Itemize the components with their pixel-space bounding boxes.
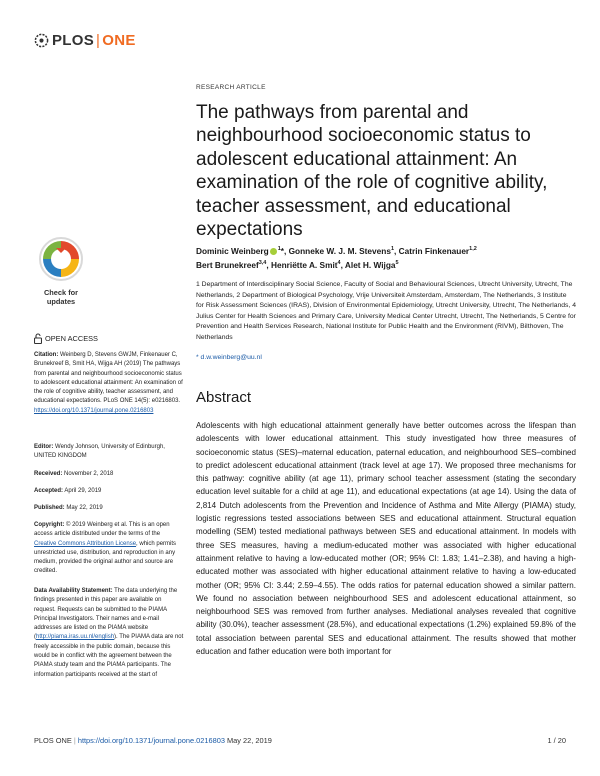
- footer-separator: |: [73, 736, 76, 745]
- footer-journal: PLOS ONE: [34, 736, 72, 745]
- piama-website-link[interactable]: http://piama.iras.uu.nl/english: [36, 634, 115, 641]
- copyright-text-end: , which permits unrestricted use, distribution, and reproduction in any medium, provided the original author and source are credited.: [34, 540, 177, 575]
- citation-text: Weinberg D, Stevens GWJM, Finkenauer C, Brunekreef B, Smit HA, Wijga AH (2019) The pathways from parental and neighbourhood socioeconomic status to adolescent educational attainment: An examination of the role of cognitive ability, teacher assessment, and educational expectations. PLoS ONE 14(5): e0216803.: [34, 352, 183, 405]
- citation-label: Citation:: [34, 352, 59, 358]
- data-availability-block: [34, 587, 184, 680]
- author-line-2: [196, 257, 576, 271]
- author-list: [196, 243, 576, 271]
- corresponding-email[interactable]: * d.w.weinberg@uu.nl: [196, 354, 262, 361]
- author-name: Bert Brunekreef: [196, 259, 259, 270]
- accepted-block: [34, 487, 184, 496]
- published-block: [34, 504, 184, 513]
- journal-name-separator: |: [96, 32, 101, 49]
- footer-date: May 22, 2019: [227, 736, 272, 745]
- published-text: May 22, 2019: [66, 505, 103, 511]
- license-link[interactable]: Creative Commons Attribution License: [34, 540, 137, 547]
- page-footer: [34, 736, 566, 745]
- affiliation-sup: 1: [277, 246, 281, 252]
- received-text: November 2, 2018: [64, 471, 114, 477]
- received-block: [34, 470, 184, 479]
- author-name: , Catrin Finkenauer: [394, 245, 470, 256]
- data-availability-label: Data Availability Statement:: [34, 588, 113, 594]
- editor-text: Wendy Johnson, University of Edinburgh, UNITED KINGDOM: [34, 444, 165, 460]
- check-for-updates-line1: Check for: [43, 288, 79, 297]
- affiliation-sup: 5: [395, 259, 399, 266]
- orcid-icon[interactable]: [270, 248, 277, 255]
- affiliation-sup: 4: [337, 259, 341, 266]
- author-name: , Henriëtte A. Smit: [266, 259, 338, 270]
- copyright-block: [34, 521, 184, 577]
- received-label: Received:: [34, 471, 63, 477]
- affiliations: 1 Department of Interdisciplinary Social Science, Faculty of Social and Behavioural Sciences, Utrecht University, Utrecht, The Netherlands, 2 Department of Biological Psychology, Vrije Universiteit Amsterdam, Amsterdam, The Netherlands, 3 Institute for Risk Assessment Sciences (IRAS), Division of Environmental Epidemiology, Utrecht University, Utrecht, The Netherlands, 4 Julius Center for Health Sciences and Primary Care, University Medical Center Utrecht, Utrecht, The Netherlands, 5 Centre for Prevention and Health Services Research, National Institute for Public Health and the Environment (RIVM), Bilthoven, The Netherlands: [196, 281, 577, 341]
- journal-name-right: ONE: [102, 32, 136, 49]
- check-for-updates-icon: [38, 236, 84, 282]
- citation-doi-link[interactable]: https://doi.org/10.1371/journal.pone.0216803: [34, 407, 154, 414]
- open-lock-icon: [34, 333, 42, 344]
- footer-left: [34, 736, 272, 745]
- citation-block: [34, 351, 184, 416]
- affiliation-sup: 3,4: [258, 259, 267, 266]
- accepted-label: Accepted:: [34, 488, 64, 494]
- data-availability-text: The data underlying the findings presented in this paper are available on request. Requests can be submitted to the PIAMA Principal Investigators. Their names and e-mail addresses are listed on the PIAMA website (: [34, 588, 178, 641]
- plos-logo-icon: [34, 33, 49, 48]
- data-availability-text-end: ). The PIAMA data are not freely accessible in the public domain, because this would be in conflict with the agreement between the PIAMA study team and the PIAMA participants. The information participants received at the start of: [34, 634, 184, 678]
- editor-block: [34, 443, 184, 462]
- abstract-body: Adolescents with high educational attainment generally have better outcomes across the lifespan than adolescents with lower educational attainment. This study investigated how three measures of socioeconomic status (SES)–maternal education, paternal education, and neighbourhood SES–combined to predict adolescent educational attainment (track level at age 17). We proposed three mechanisms for this pathway: cognitive ability (at age 11), primary school teacher assessment (stating the secondary education level suitable for a child at age 11), and educational expectations (at age 14). Using the data of 2,814 Dutch adolescents from the Prevention and Incidence of Asthma and Mite Allergy (PIAMA) study, logistic regressions tested associations between SES and educational attainment. Structural equation modelling (SEM) tested mediational pathways between SES and educational attainment. In models with three SES measures, having a medium-educated mother was associated with higher educational attainment relative to having a low-educated mother (OR; 95% CI: 1.83; 1.41–2.38), and having a high-educated mother was associated with higher educational attainment relative to having a low-educated mother (OR; 95% CI: 3.44; 2.59–4.55). The odds ratios for paternal education showed a similar pattern. We found no association between neighbourhood SES and adolescent educational attainment, so neighbourhood SES was removed from further analyses. Mediational analyses revealed that cognitive ability (30.0%), teacher assessment (28.5%), and educational expectations (1.2%) explained 59.8% of the total association between parental SES and educational attainment. The results showed that mother education and father education were both important for: [196, 421, 576, 657]
- copyright-label: Copyright:: [34, 522, 65, 528]
- abstract-heading: Abstract: [196, 389, 252, 406]
- published-label: Published:: [34, 505, 65, 511]
- author-name[interactable]: Dominic Weinberg: [196, 245, 269, 256]
- article-type: RESEARCH ARTICLE: [196, 84, 266, 91]
- author-line-1: [196, 243, 576, 257]
- check-for-updates-line2: updates: [46, 296, 76, 306]
- affiliation-sup: 1: [390, 246, 395, 252]
- open-access-label: [34, 333, 98, 344]
- page-number: 1 / 20: [547, 736, 566, 745]
- copyright-text: © 2019 Weinberg et al. This is an open access article distributed under the terms of the: [34, 522, 170, 538]
- affiliation-sup: 1,2: [469, 246, 477, 252]
- editor-label: Editor:: [34, 444, 54, 450]
- footer-doi-link[interactable]: https://doi.org/10.1371/journal.pone.0216803: [77, 736, 225, 745]
- accepted-text: April 29, 2019: [64, 488, 102, 494]
- check-for-updates-badge[interactable]: [36, 236, 86, 306]
- author-name: *, Gonneke W. J. M. Stevens: [280, 245, 391, 256]
- author-name: , Alet H. Wijga: [340, 259, 396, 270]
- check-for-updates-label: [36, 289, 86, 306]
- journal-name-left: PLOS: [52, 32, 95, 49]
- journal-logo: [34, 32, 136, 49]
- open-access-text: OPEN ACCESS: [45, 334, 98, 343]
- article-title: The pathways from parental and neighbourhood socioeconomic status to adolescent educational attainment: An examination of the role of cognitive ability, teacher assessment, and educational expectations: [196, 102, 548, 241]
